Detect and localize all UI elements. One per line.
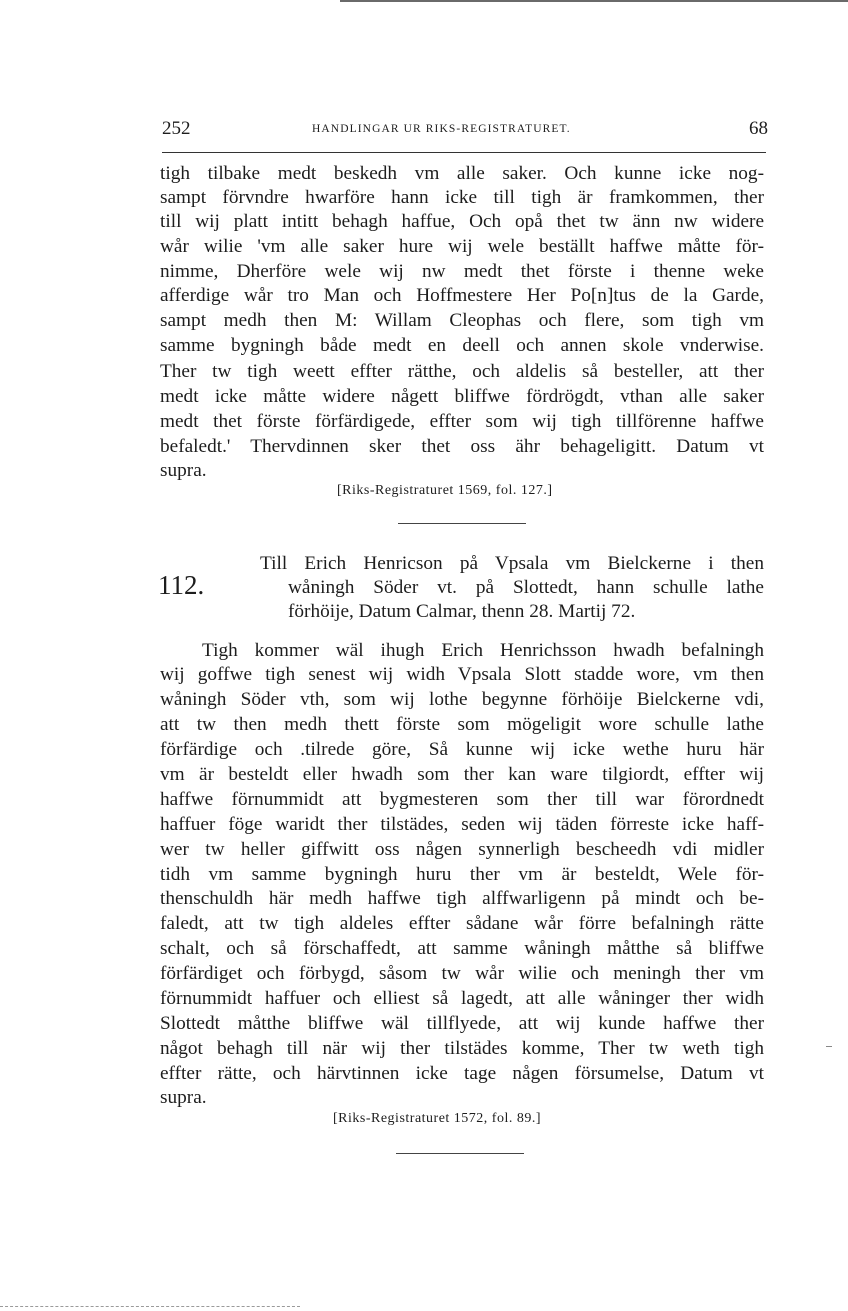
section-separator [398,523,526,524]
text-line: supra. [160,460,207,481]
scan-artifact [826,1046,832,1047]
text-line: förfärdige och .tilrede göre, Så kunne wij icke wethe huru här [160,739,764,760]
page-header [162,118,768,144]
title-line: wåningh Söder vt. på Slottedt, hann schulle lathe [288,577,764,598]
text-line: medt thet förste förfärdigede, effter som wij tigh tillförenne haffwe [160,411,764,432]
text-line: vm är besteldt eller hwadh som ther kan ware tilgiordt, effter wij [160,764,764,785]
page-number-left: 252 [162,118,191,139]
scan-edge-bottom [0,1306,300,1308]
text-line: wåningh Söder vth, som wij lothe begynne förhöije Bielckerne vdi, [160,689,764,710]
text-line: Tigh kommer wäl ihugh Erich Henrichsson hwadh befalningh [202,640,764,661]
citation-1: [Riks-Registraturet 1569, fol. 127.] [337,483,553,498]
text-line: wer tw heller giffwitt oss någen synnerligh bescheedh vdi midler [160,839,764,860]
text-line: förnummidt haffuer och elliest så lagedt, att alle wåninger ther widh [160,988,764,1009]
text-line: sampt förvndre hwarföre hann icke till tigh är framkommen, ther [160,187,764,208]
running-head: HANDLINGAR UR RIKS-REGISTRATURET. [312,123,571,135]
citation-2: [Riks-Registraturet 1572, fol. 89.] [333,1111,542,1126]
text-line: schalt, och så förschaffedt, att samme wåningh måtthe så bliffwe [160,938,764,959]
text-line: något behagh till när wij ther tilstädes komme, Ther tw weth tigh [160,1038,764,1059]
text-line: Slottedt måtthe bliffwe wäl tillflyede, att wij kunde haffwe ther [160,1013,764,1034]
text-line: nimme, Dherföre wele wij nw medt thet förste i thenne weke [160,261,764,282]
title-line: förhöije, Datum Calmar, thenn 28. Martij 72. [288,601,636,622]
text-line: thenschuldh här medh haffwe tigh alffwarligenn på mindt och be- [160,888,764,909]
text-line: effter rätte, och härvtinnen icke tage någen försumelse, Datum vt [160,1063,764,1084]
text-line: samme bygningh både medt en deell och annen skole vnderwise. [160,335,764,356]
page-number-right: 68 [749,118,768,139]
section-separator [396,1153,524,1154]
text-line: befaledt.' Thervdinnen sker thet oss ähr behageligitt. Datum vt [160,436,764,457]
text-line: förfärdiget och förbygd, såsom tw wår wilie och meningh ther vm [160,963,764,984]
text-line: wij goffwe tigh senest wij widh Vpsala Slott stadde wore, vm then [160,664,764,685]
text-line: medt icke måtte widere någett bliffwe fördrögdt, vthan alle saker [160,386,764,407]
text-line: afferdige wår tro Man och Hoffmestere Her Po[n]tus de la Garde, [160,285,764,306]
title-line: Till Erich Henricson på Vpsala vm Bielckerne i then [260,553,764,574]
entry-number: 112. [158,570,205,600]
text-line: haffwe förnummidt att bygmesteren som ther till war förordnedt [160,789,764,810]
text-line: att tw then medh thett förste som mögeligit wore schulle lathe [160,714,764,735]
text-line: tidh vm samme bygningh huru ther vm är besteldt, Wele för- [160,864,764,885]
text-line: till wij platt intitt behagh haffue, Och opå thet tw änn nw widere [160,211,764,232]
text-line: sampt medh then M: Willam Cleophas och flere, som tigh vm [160,310,764,331]
text-line: tigh tilbake medt beskedh vm alle saker. Och kunne icke nog- [160,163,764,184]
text-line: wår wilie 'vm alle saker hure wij wele beställt haffwe måtte för- [160,236,764,257]
scan-edge-top [340,0,848,2]
text-line: Ther tw tigh weett effter rätthe, och aldelis så besteller, att ther [160,361,764,382]
text-line: faledt, att tw tigh aldeles effter sådane wår förre befalningh rätte [160,913,764,934]
text-line: haffuer föge waridt ther tilstädes, seden wij täden förreste icke haff- [160,814,764,835]
header-rule [162,152,766,153]
text-line: supra. [160,1087,207,1108]
